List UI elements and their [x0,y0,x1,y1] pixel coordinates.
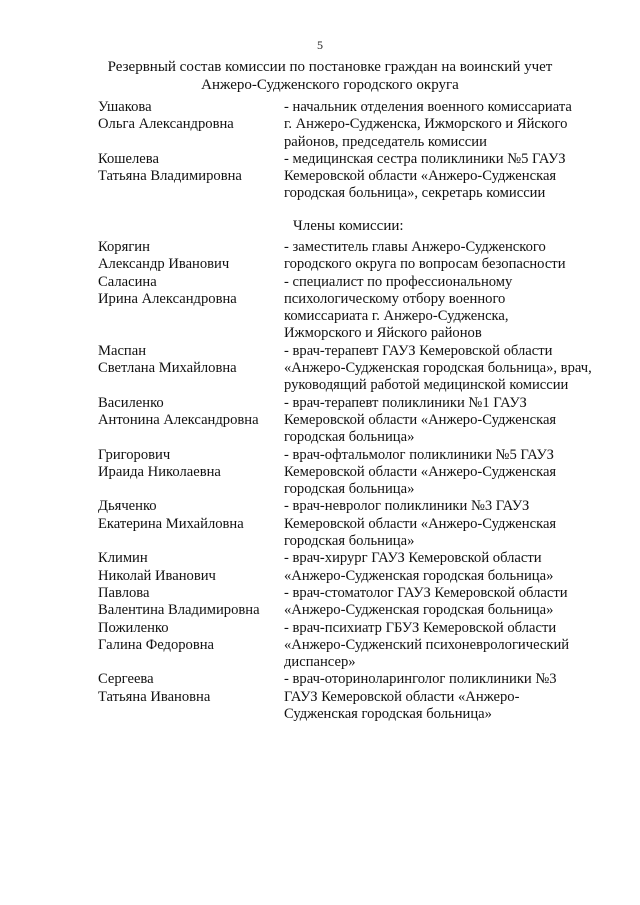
person-role-line: Кемеровской области «Анжеро-Судженская [284,515,557,532]
person-role-line: психологическому отбору военного [284,290,506,307]
person-given-names: Валентина Владимировна [98,602,260,619]
person-row [98,533,598,550]
person-row [98,481,598,498]
leadership-list [98,99,598,203]
person-given-names [98,185,284,202]
person-role-line: городская больница» [284,533,415,550]
person-row [98,585,598,602]
person-surname: Корягин [98,239,150,255]
person-row [98,637,598,654]
person-role-line: - начальник отделения военного комиссариата [284,99,572,115]
person-role-line: - врач-терапевт поликлиники №1 ГАУЗ [284,394,527,411]
person-row [98,343,598,360]
person-role-line: Кемеровской области «Анжеро-Судженская [284,411,557,428]
person-surname: Григорович [98,446,171,463]
person-row [98,256,598,273]
person-role-line: руководящий работой медицинской комиссии [284,377,569,394]
person-given-names: Татьяна Владимировна [98,168,242,185]
person-row [98,185,598,202]
person-row [98,134,598,151]
person-row [98,377,598,394]
person-row [98,308,598,325]
person-role-line: - специалист по профессиональному [284,273,513,290]
person-row [98,395,598,412]
person-role-line: - врач-психиатр ГБУЗ Кемеровской области [284,619,557,636]
person-given-names [98,325,284,342]
person-row [98,99,598,116]
person-role-line: - врач-оториноларинголог поликлиники №3 [284,671,557,688]
person-surname: Дьяченко [98,498,157,515]
person-role-line: диспансер» [284,654,356,671]
person-row [98,360,598,377]
person-surname: Кошелева [98,150,159,167]
person-row [98,568,598,585]
person-role-line: городская больница», секретарь комиссии [284,185,546,202]
person-row [98,498,598,515]
title-line-1: Резервный состав комиссии по постановке граждан на воинский учет [107,59,553,75]
title-line-2: Анжеро-Судженского городского округа [201,77,459,93]
person-given-names [98,706,284,723]
person-row [98,706,598,723]
person-row [98,464,598,481]
person-role-line: - медицинская сестра поликлиники №5 ГАУЗ [284,150,566,167]
person-given-names: Ираида Николаевна [98,463,221,480]
person-row [98,429,598,446]
person-surname: Маспан [98,342,147,359]
person-given-names: Ирина Александровна [98,290,237,307]
person-role-line: «Анжеро-Судженская городская больница» [284,602,554,619]
person-row [98,325,598,342]
person-role-line: - врач-стоматолог ГАУЗ Кемеровской области [284,584,568,601]
person-row [98,151,598,168]
person-role-line: Кемеровской области «Анжеро-Судженская [284,463,557,480]
person-row [98,412,598,429]
person-role-line: - врач-невролог поликлиники №3 ГАУЗ [284,498,530,515]
person-surname: Павлова [98,584,150,601]
person-surname: Климин [98,550,148,567]
person-role-line: «Анжеро-Судженский психоневрологический [284,636,570,653]
person-given-names [98,429,284,446]
person-given-names: Галина Федоровна [98,636,215,653]
person-row [98,550,598,567]
person-surname: Ушакова [98,99,152,115]
members-heading: Члены комиссии: [293,218,404,234]
person-role-line: городская больница» [284,429,415,446]
person-row [98,447,598,464]
person-role-line: городская больница» [284,481,415,498]
person-given-names: Антонина Александровна [98,411,259,428]
person-role-line: Судженская городская больница» [284,706,492,723]
person-role-line: Ижморского и Яйского районов [284,325,482,342]
person-role-line: комиссариата г. Анжеро-Судженска, [284,308,509,325]
person-role-line: «Анжеро-Судженская городская больница», врач, [284,360,592,377]
person-row [98,602,598,619]
members-list [98,239,598,723]
person-row [98,671,598,688]
person-given-names: Светлана Михайловна [98,360,237,377]
person-surname: Саласина [98,273,157,290]
person-surname: Василенко [98,394,164,411]
page-number: 5 [317,38,323,52]
person-given-names [98,134,284,151]
person-given-names [98,533,284,550]
person-role-line: ГАУЗ Кемеровской области «Анжеро- [284,688,520,705]
person-role-line: Кемеровской области «Анжеро-Судженская [284,168,557,185]
person-role-line: районов, председатель комиссии [284,133,487,150]
person-given-names: Ольга Александровна [98,116,234,133]
person-given-names [98,481,284,498]
person-role-line: - заместитель главы Анжеро-Судженского [284,239,546,255]
person-row [98,689,598,706]
person-given-names [98,654,284,671]
person-given-names [98,377,284,394]
person-role-line: городского округа по вопросам безопасности [284,256,566,273]
person-role-line: - врач-офтальмолог поликлиники №5 ГАУЗ [284,446,554,463]
person-given-names: Николай Иванович [98,567,216,584]
person-given-names: Александр Иванович [98,256,230,273]
person-row [98,274,598,291]
person-role-line: г. Анжеро-Судженска, Ижморского и Яйского [284,116,568,133]
person-given-names [98,308,284,325]
person-row [98,116,598,133]
person-role-line: - врач-хирург ГАУЗ Кемеровской области [284,550,542,567]
person-row [98,620,598,637]
person-surname: Сергеева [98,671,154,688]
person-given-names: Татьяна Ивановна [98,688,211,705]
person-surname: Пожиленко [98,619,169,636]
person-row [98,168,598,185]
person-row [98,291,598,308]
document-title [80,58,580,94]
person-given-names: Екатерина Михайловна [98,515,244,532]
person-row [98,516,598,533]
person-role-line: - врач-терапевт ГАУЗ Кемеровской области [284,342,553,359]
person-row [98,654,598,671]
person-role-line: «Анжеро-Судженская городская больница» [284,567,554,584]
person-row [98,239,598,256]
